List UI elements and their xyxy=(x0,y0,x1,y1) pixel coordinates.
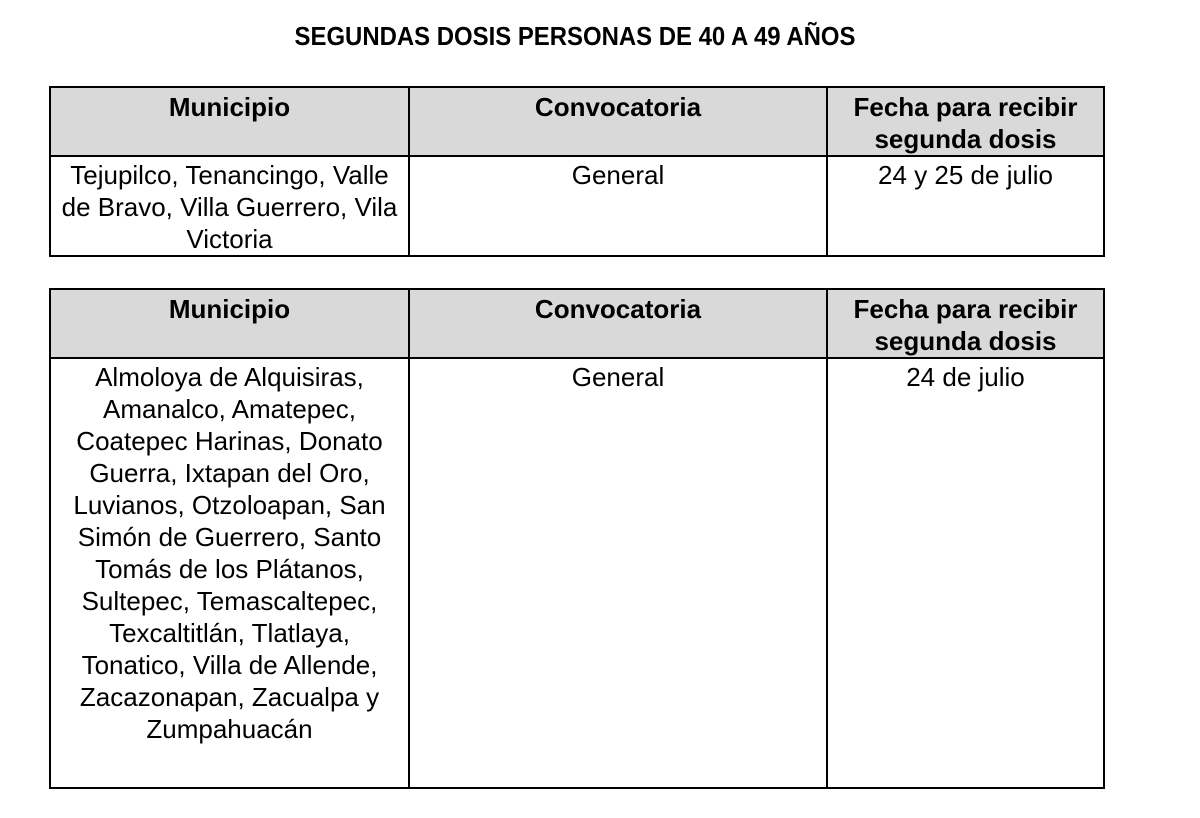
header-municipio: Municipio xyxy=(50,289,409,358)
table-row xyxy=(50,156,1104,256)
header-convocatoria: Convocatoria xyxy=(409,87,827,156)
table-header-row xyxy=(50,289,1104,358)
cell-municipio: Almoloya de Alquisiras, Amanalco, Amatepec, Coatepec Harinas, Donato Guerra, Ixtapan del Oro, Luvianos, Otzoloapan, San Simón de Guerrero, Santo Tomás de los Plátanos, Sultepec, Temascaltepec, Texcaltitlán, Tlatlaya, Tonatico, Villa de Allende, Zacazonapan, Zacualpa y Zumpahuacán xyxy=(50,358,409,788)
table-row xyxy=(50,358,1104,788)
cell-convocatoria: General xyxy=(409,358,827,788)
cell-fecha: 24 y 25 de julio xyxy=(827,156,1104,256)
schedule-table-2 xyxy=(49,288,1105,789)
table-header-row xyxy=(50,87,1104,156)
header-municipio: Municipio xyxy=(50,87,409,156)
header-fecha: Fecha para recibir segunda dosis xyxy=(827,289,1104,358)
cell-municipio: Tejupilco, Tenancingo, Valle de Bravo, Villa Guerrero, Vila Victoria xyxy=(50,156,409,256)
header-convocatoria: Convocatoria xyxy=(409,289,827,358)
page-title: SEGUNDAS DOSIS PERSONAS DE 40 A 49 AÑOS xyxy=(294,21,856,51)
cell-fecha: 24 de julio xyxy=(827,358,1104,788)
cell-convocatoria: General xyxy=(409,156,827,256)
header-fecha: Fecha para recibir segunda dosis xyxy=(827,87,1104,156)
schedule-table-1 xyxy=(49,86,1105,257)
